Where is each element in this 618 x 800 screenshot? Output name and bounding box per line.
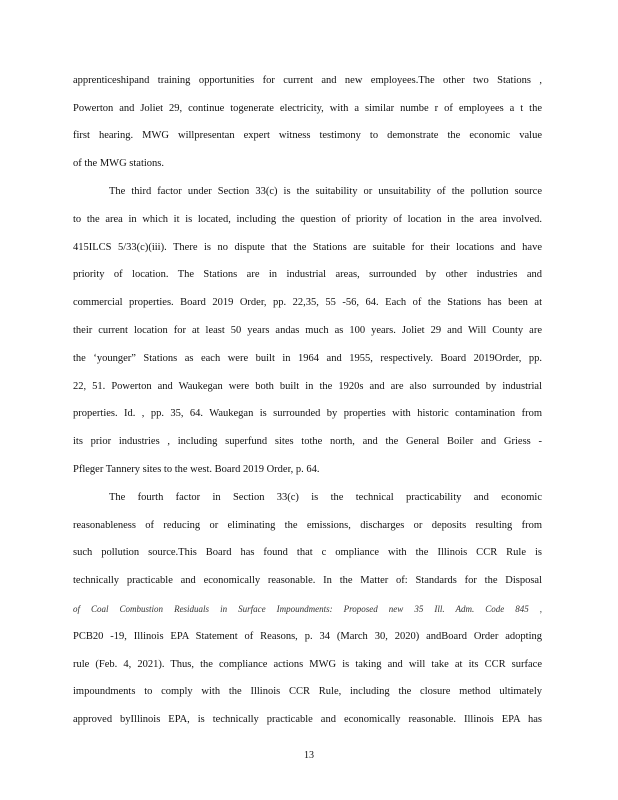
text-line: the ‘younger” Stations as each were built in 1964 and 1955, respectively. Board 2019Order, pp. (73, 353, 542, 364)
text-line: approved byIllinois EPA, is technically practicable and economically reasonable. Illinois EPA has (73, 714, 542, 725)
text-line: its prior industries , including superfund sites tothe north, and the General Boiler and Griess - (73, 436, 542, 447)
page-number: 13 (304, 750, 314, 761)
text-line: properties. Id. , pp. 35, 64. Waukegan is surrounded by properties with historic contamination from (73, 408, 542, 419)
text-line: 22, 51. Powerton and Waukegan were both built in the 1920s and are also surrounded by industrial (73, 381, 542, 392)
text-line: technically practicable and economically reasonable. In the Matter of: Standards for the Disposal (73, 575, 542, 586)
text-line: PCB20 -19, Illinois EPA Statement of Reasons, p. 34 (March 30, 2020) andBoard Order adopting (73, 631, 542, 642)
text-line-citation: of Coal Combustion Residuals in Surface Impoundments: Proposed new 35 Ill. Adm. Code 845 , (73, 604, 542, 614)
text-line: rule (Feb. 4, 2021). Thus, the compliance actions MWG is taking and will take at its CCR surface (73, 659, 542, 670)
text-line: their current location for at least 50 years andas much as 100 years. Joliet 29 and Will County are (73, 325, 542, 336)
text-line: to the area in which it is located, including the question of priority of location in the area involved. (73, 214, 542, 225)
text-line: 415ILCS 5/33(c)(iii). There is no dispute that the Stations are suitable for their locations and have (73, 242, 542, 253)
text-line: impoundments to comply with the Illinois CCR Rule, including the closure method ultimately (73, 686, 542, 697)
text-line: commercial properties. Board 2019 Order, pp. 22,35, 55 -56, 64. Each of the Stations has been at (73, 297, 542, 308)
text-line: Powerton and Joliet 29, continue togenerate electricity, with a similar numbe r of employees a t the (73, 103, 542, 114)
text-line: Pfleger Tannery sites to the west. Board 2019 Order, p. 64. (73, 464, 320, 475)
text-line: such pollution source.This Board has found that c ompliance with the Illinois CCR Rule is (73, 547, 542, 558)
text-line: The third factor under Section 33(c) is the suitability or unsuitability of the pollution source (109, 186, 542, 197)
text-line: The fourth factor in Section 33(c) is the technical practicability and economic (109, 492, 542, 503)
text-line: of the MWG stations. (73, 158, 164, 169)
text-line: apprenticeshipand training opportunities for current and new employees.The other two Stations , (73, 75, 542, 86)
text-line: reasonableness of reducing or eliminating the emissions, discharges or deposits resulting from (73, 520, 542, 531)
text-line: priority of location. The Stations are in industrial areas, surrounded by other industries and (73, 269, 542, 280)
text-line: first hearing. MWG willpresentan expert witness testimony to demonstrate the economic value (73, 130, 542, 141)
